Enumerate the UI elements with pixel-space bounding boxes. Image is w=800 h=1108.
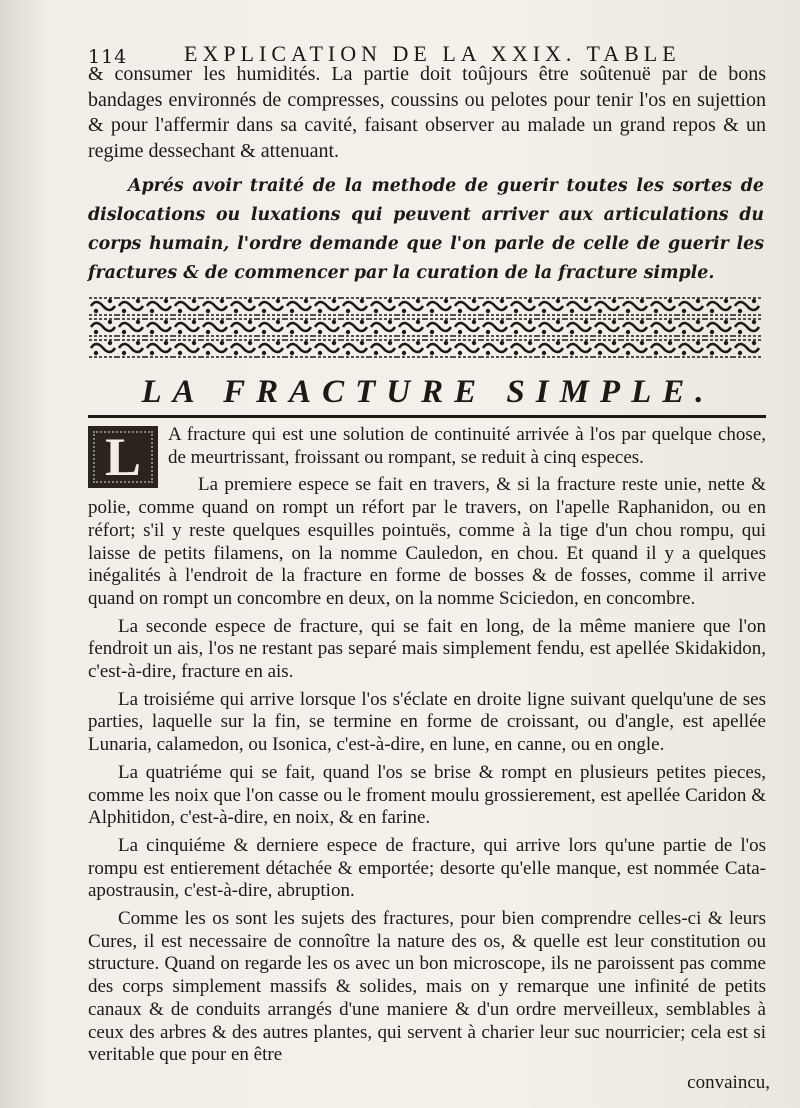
chapter-title: LA FRACTURE SIMPLE. xyxy=(141,374,715,410)
paragraph-1 xyxy=(88,424,766,487)
title-rule xyxy=(88,415,766,418)
paragraph-2: La premiere espece se fait en travers, & si la fracture reste unie, nette & polie, comme quand on rompt un réfort par le travers, on l'apelle Raphanidon, ou en réfort; s'il y reste quelques esquilles pointuës, comme à la tige d'un chou rompu, qui laisse de petits filamens, on la nomme Cauledon, en chou. Et quand il y a quelques inégalités à l'endroit de la fracture en forme de bosses & de fosses, comme il arrive quand on rompt un concombre en deux, on la nomme Sciciedon, en concombre. xyxy=(88,474,766,609)
continuation-paragraph: & consumer les humidités. La partie doit toûjours être soûtenuë par de bons bandages environnés de compresses, coussins ou pelotes pour tenir l'os en sujettion & pour l'affermir dans sa cavité, faisant observer au malade un grand repos & un regime dessechant & attenuant. xyxy=(88,63,766,162)
transition-paragraph: Aprés avoir traité de la methode de guerir toutes les sortes de dislocations ou luxations qui peuvent arriver aux articulations du corps humain, l'ordre demande que l'on parle de celle de guerir les fractures & de commencer par la curation de la fracture simple. xyxy=(88,176,764,283)
paragraph-5: La quatriéme qui se fait, quand l'os se brise & rompt en plusieurs petites pieces, comme les noix que l'on casse ou le froment moulu grossierement, est apellée Caridon & Alphitidon, c'est-à-dire, en noix, & en farine. xyxy=(88,761,766,829)
catchword: convaincu, xyxy=(687,1072,770,1093)
paragraph-7: Comme les os sont les sujets des fractures, pour bien comprendre celles-ci & leurs Cures, il est necessaire de connoître la nature des os, & quelle est leur constitution ou structure. Quand on regarde les os avec un bon microscope, ils ne paroissent pas comme des corps simplement massifs & solides, mais on y remarque une infinité de petits canaux & de conduits arrangés d'une maniere & d'un ordre merveilleux, semblables à ceux des arbres & des autres plantes, qui servent à charier leur suc nourricier; cela est si veritable que pour en être xyxy=(88,908,766,1066)
paragraph-3: La seconde espece de fracture, qui se fait en long, de la même maniere que l'on fendroit un ais, l'os ne restant pas separé mais simplement fendu, est apellée Skidakidon, c'est-à-dire, fracture en ais. xyxy=(88,615,766,683)
page-number: 114 xyxy=(88,46,128,68)
running-head: EXPLICATION DE LA XXIX. TABLE xyxy=(184,41,681,66)
decorative-ornament-band xyxy=(89,296,761,360)
chapter-body xyxy=(88,424,766,1072)
paragraph-6: La cinquiéme & derniere espece de fracture, qui arrive lors qu'une partie de l'os rompu est entierement détachée & emportée; desorte qu'elle manque, est nommée Cata-apostrausin, c'est-à-dire, abruption. xyxy=(88,834,766,902)
paragraph-text: A fracture qui est une solution de continuité arrivée à l'os par quelque chose, de meurtrissant, froissant ou rompant, se reduit à cinq especes. xyxy=(168,424,766,468)
paragraph-4: La troisiéme qui arrive lorsque l'os s'éclate en droite ligne suivant quelqu'une de ses parties, laquelle sur la fin, se termine en forme de croissant, ou d'angle, est apellée Lunaria, calamedon, ou Isonica, c'est-à-dire, en lune, en canne, ou en ongle. xyxy=(88,688,766,756)
drop-cap-letter: L xyxy=(88,426,158,488)
